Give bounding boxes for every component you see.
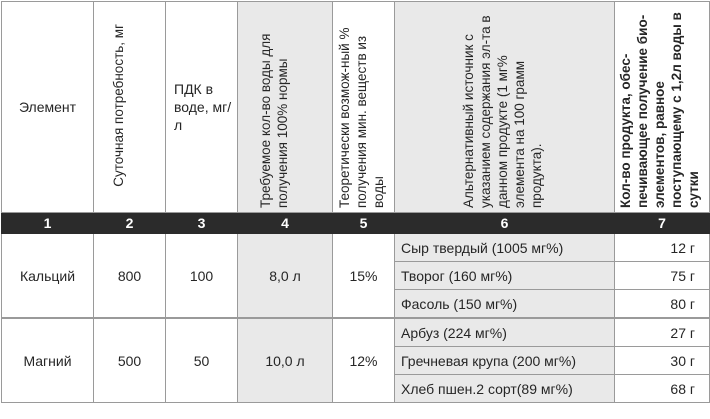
product-cell: Сыр твердый (1005 мг%) xyxy=(395,234,615,262)
header-row xyxy=(2,2,710,213)
daily-need-cell: 800 xyxy=(94,234,166,319)
product-cell: Творог (160 мг%) xyxy=(395,262,615,290)
column-number: 7 xyxy=(615,213,710,234)
header-daily-need: Суточная потребность, мг xyxy=(94,2,166,213)
column-number: 5 xyxy=(333,213,395,234)
percent-cell: 15% xyxy=(333,234,395,319)
header-water-volume: Требуемое кол-во воды для получения 100% нормы xyxy=(238,2,333,213)
column-number: 2 xyxy=(94,213,166,234)
daily-need-cell: 500 xyxy=(94,318,166,403)
header-theoretical-percent: Теоретически возмож-ный % получения мин. веществ из воды xyxy=(333,2,395,213)
water-volume-cell: 8,0 л xyxy=(238,234,333,319)
column-number: 4 xyxy=(238,213,333,234)
header-alternative-source: Альтернативный источник с указанием содержания эл-та в данном продукте (1 мг% элемента на 100 грамм продукта). xyxy=(395,2,615,213)
table-row xyxy=(2,234,710,262)
product-cell: Хлеб пшен.2 сорт(89 мг%) xyxy=(395,375,615,403)
column-number: 6 xyxy=(395,213,615,234)
table-row xyxy=(2,318,710,347)
column-numbers-row xyxy=(2,213,710,234)
header-element: Элемент xyxy=(2,2,94,213)
amount-cell: 27 г xyxy=(615,318,710,347)
percent-cell: 12% xyxy=(333,318,395,403)
element-cell: Магний xyxy=(2,318,94,403)
amount-cell: 68 г xyxy=(615,375,710,403)
elements-table xyxy=(1,1,710,403)
pdk-cell: 100 xyxy=(166,234,238,319)
element-cell: Кальций xyxy=(2,234,94,319)
product-cell: Арбуз (224 мг%) xyxy=(395,318,615,347)
pdk-cell: 50 xyxy=(166,318,238,403)
amount-cell: 12 г xyxy=(615,234,710,262)
amount-cell: 80 г xyxy=(615,290,710,319)
column-number: 3 xyxy=(166,213,238,234)
amount-cell: 75 г xyxy=(615,262,710,290)
product-cell: Гречневая крупа (200 мг%) xyxy=(395,347,615,375)
amount-cell: 30 г xyxy=(615,347,710,375)
header-pdk: ПДК в воде, мг/л xyxy=(166,2,238,213)
product-cell: Фасоль (150 мг%) xyxy=(395,290,615,319)
column-number: 1 xyxy=(2,213,94,234)
water-volume-cell: 10,0 л xyxy=(238,318,333,403)
header-product-amount: Кол-во продукта, обес-печивающее получение био-элементов, равное поступающему с 1,2л воды в сутки xyxy=(615,2,710,213)
